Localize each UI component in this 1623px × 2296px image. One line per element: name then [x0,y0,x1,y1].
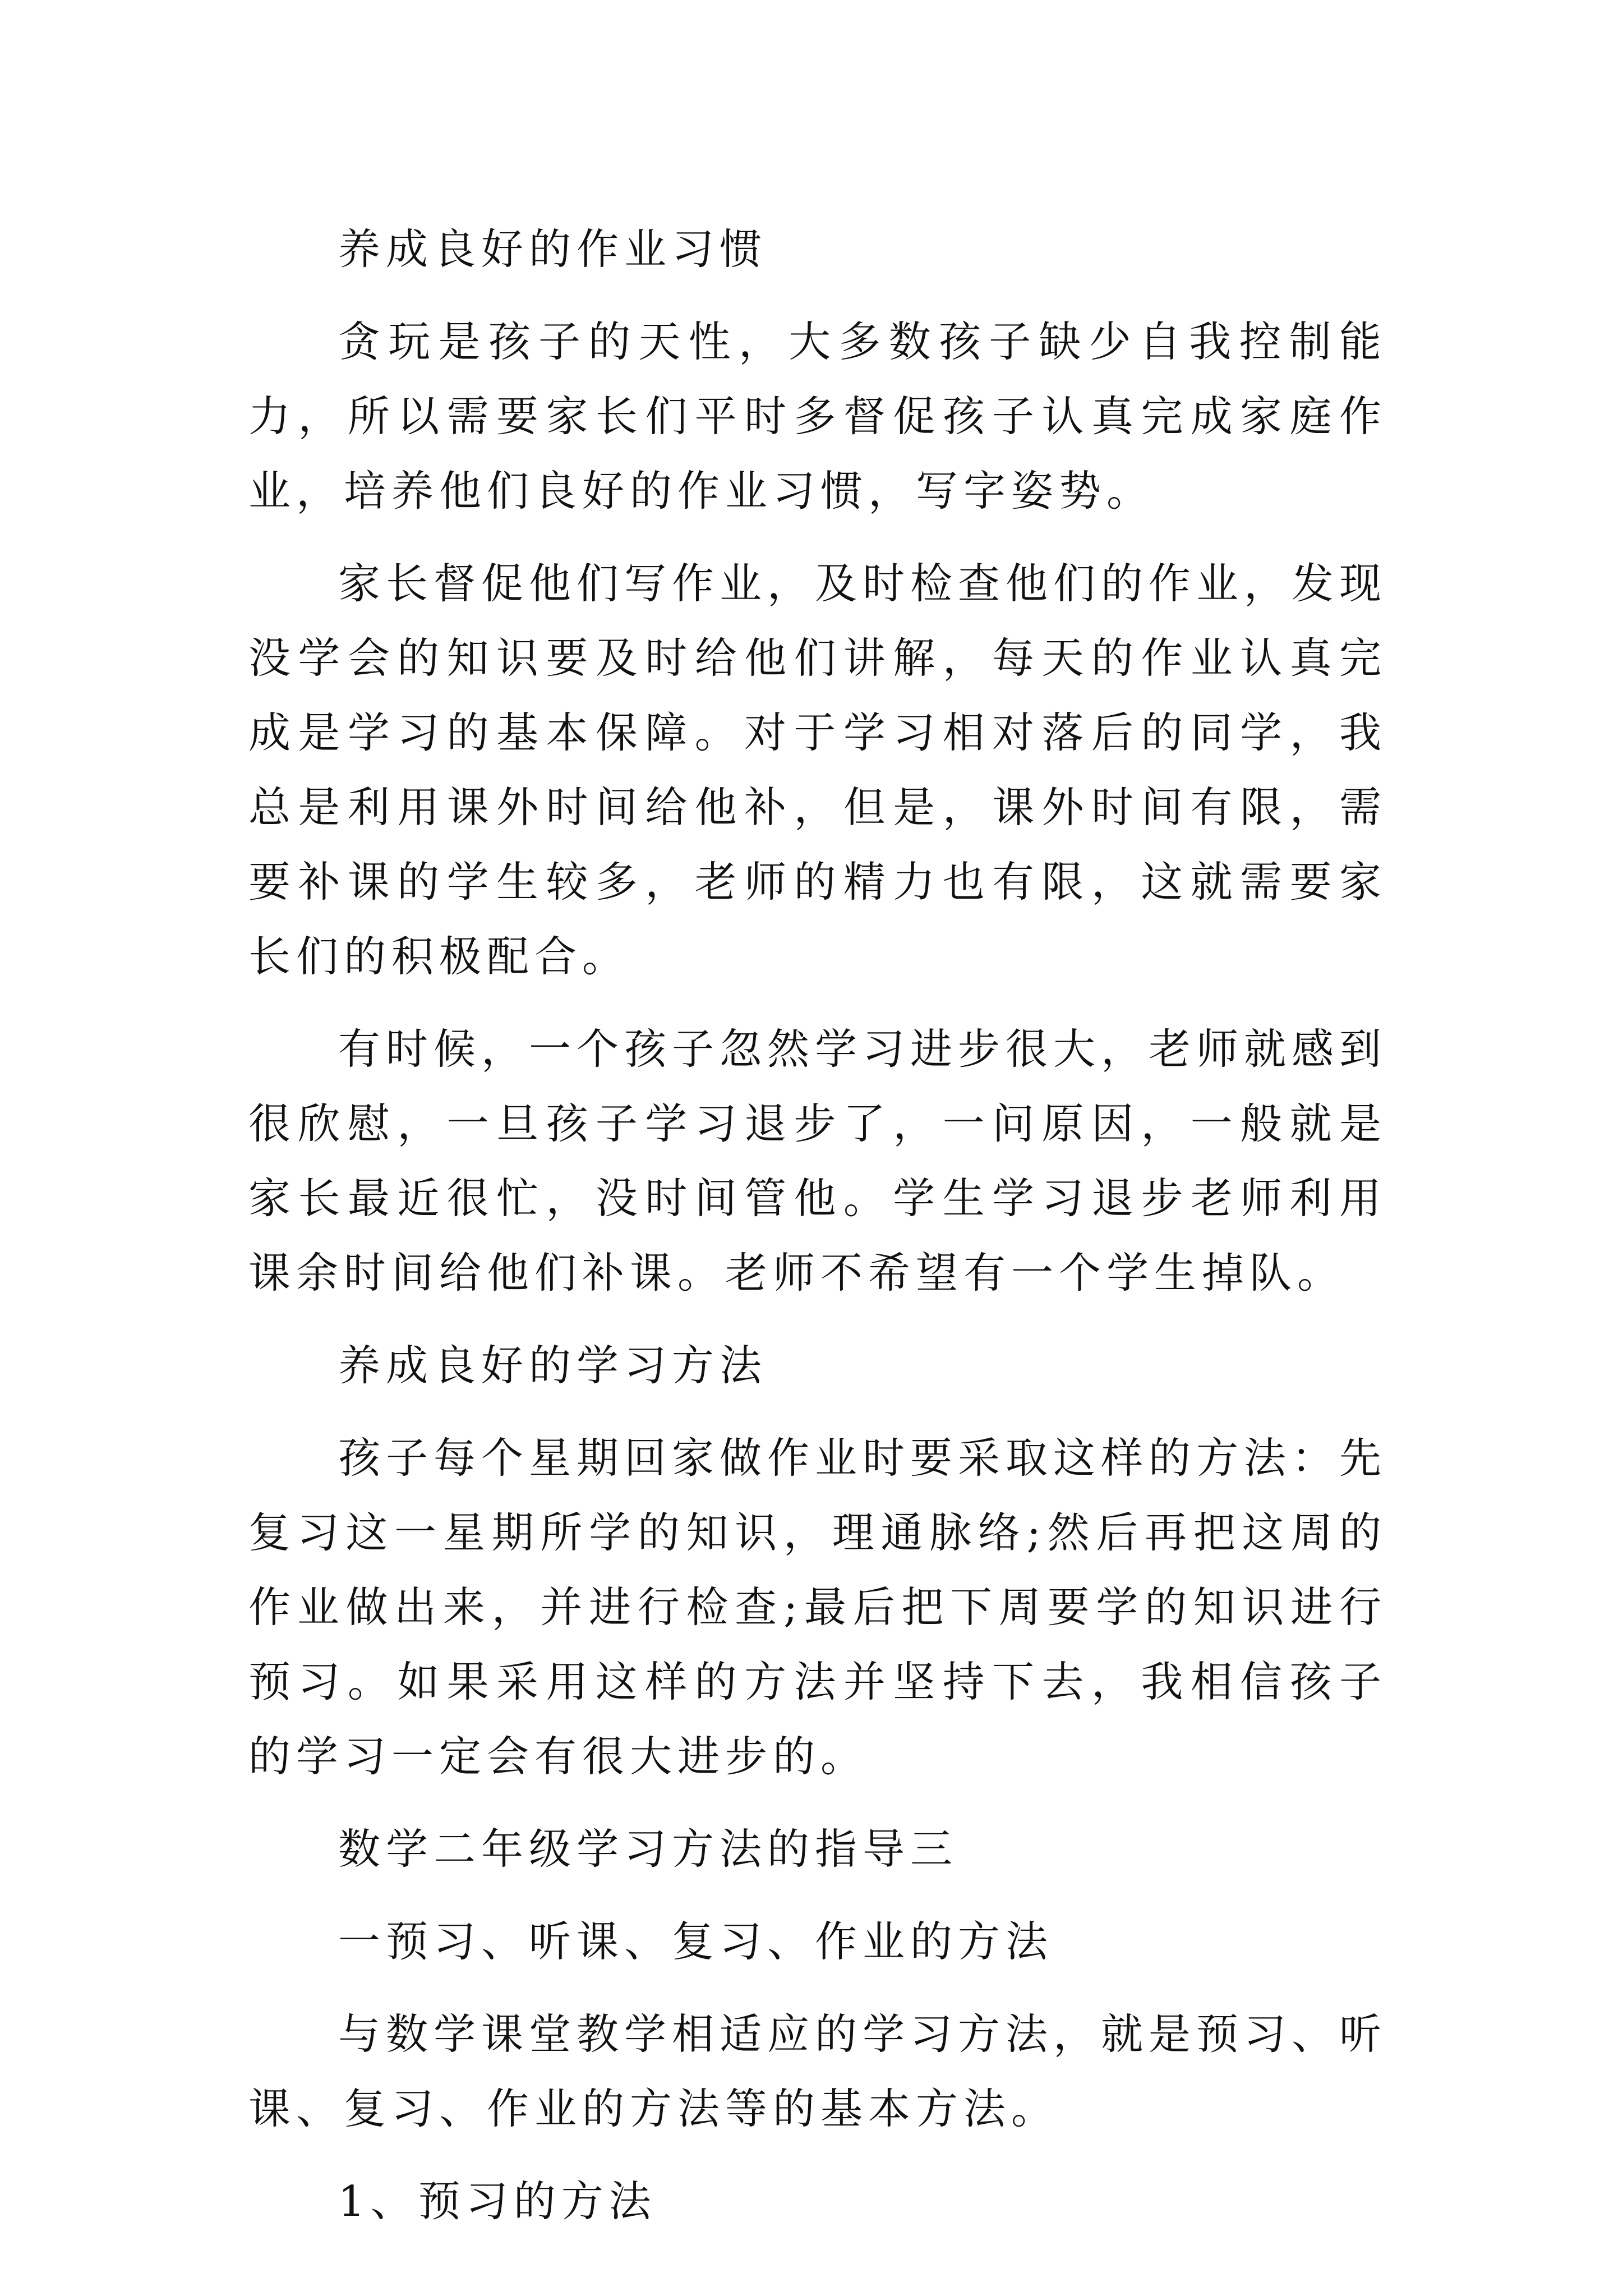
paragraph-gap [248,528,1387,546]
paragraph-weekly-method: 孩子每个星期回家做作业时要采取这样的方法：先复习这一星期所学的知识，理通脉络;然后再把这周的作业做出来，并进行检查;最后把下周要学的知识进行预习。如果采用这样的方法并坚持下去，我相信孩子的学习一定会有很大进步的。 [248,1433,1387,1781]
paragraph-parent-supervision: 家长督促他们写作业，及时检查他们的作业，发现没学会的知识要及时给他们讲解，每天的作业认真完成是学习的基本保障。对于学习相对落后的同学，我总是利用课外时间给他补，但是，课外时间有限，需要补课的学生较多，老师的精力也有限，这就需要家长们的积极配合。 [248,559,1387,981]
paragraph-gap [248,1887,1387,1904]
paragraph-gap [248,287,1387,305]
paragraph-gap [248,1310,1387,1328]
document-body [248,212,1387,2239]
paragraph-gap [248,1979,1387,1997]
paragraph-playfulness: 贪玩是孩子的天性，大多数孩子缺少自我控制能力，所以需要家长们平时多督促孩子认真完成家庭作业，培养他们良好的作业习惯，写字姿势。 [248,317,1387,516]
paragraph-basic-methods: 与数学课堂教学相适应的学习方法，就是预习、听课、复习、作业的方法等的基本方法。 [248,2009,1387,2133]
paragraph-gap [248,1403,1387,1421]
section-heading-guide-three: 数学二年级学习方法的指导三 [338,1824,958,1874]
section-heading-homework-habits: 养成良好的作业习惯 [338,224,768,274]
paragraph-gap [248,2146,1387,2164]
section-heading-four-methods: 一预习、听课、复习、作业的方法 [338,1917,1054,1966]
section-heading-preview-method: 1、预习的方法 [338,2177,657,2226]
paragraph-gap [248,1794,1387,1812]
paragraph-gap [248,994,1387,1012]
section-heading-study-methods: 养成良好的学习方法 [338,1341,768,1390]
paragraph-progress: 有时候，一个孩子忽然学习进步很大，老师就感到很欣慰，一旦孩子学习退步了，一问原因，一般就是家长最近很忙，没时间管他。学生学习退步老师利用课余时间给他们补课。老师不希望有一个学生掉队。 [248,1024,1387,1297]
